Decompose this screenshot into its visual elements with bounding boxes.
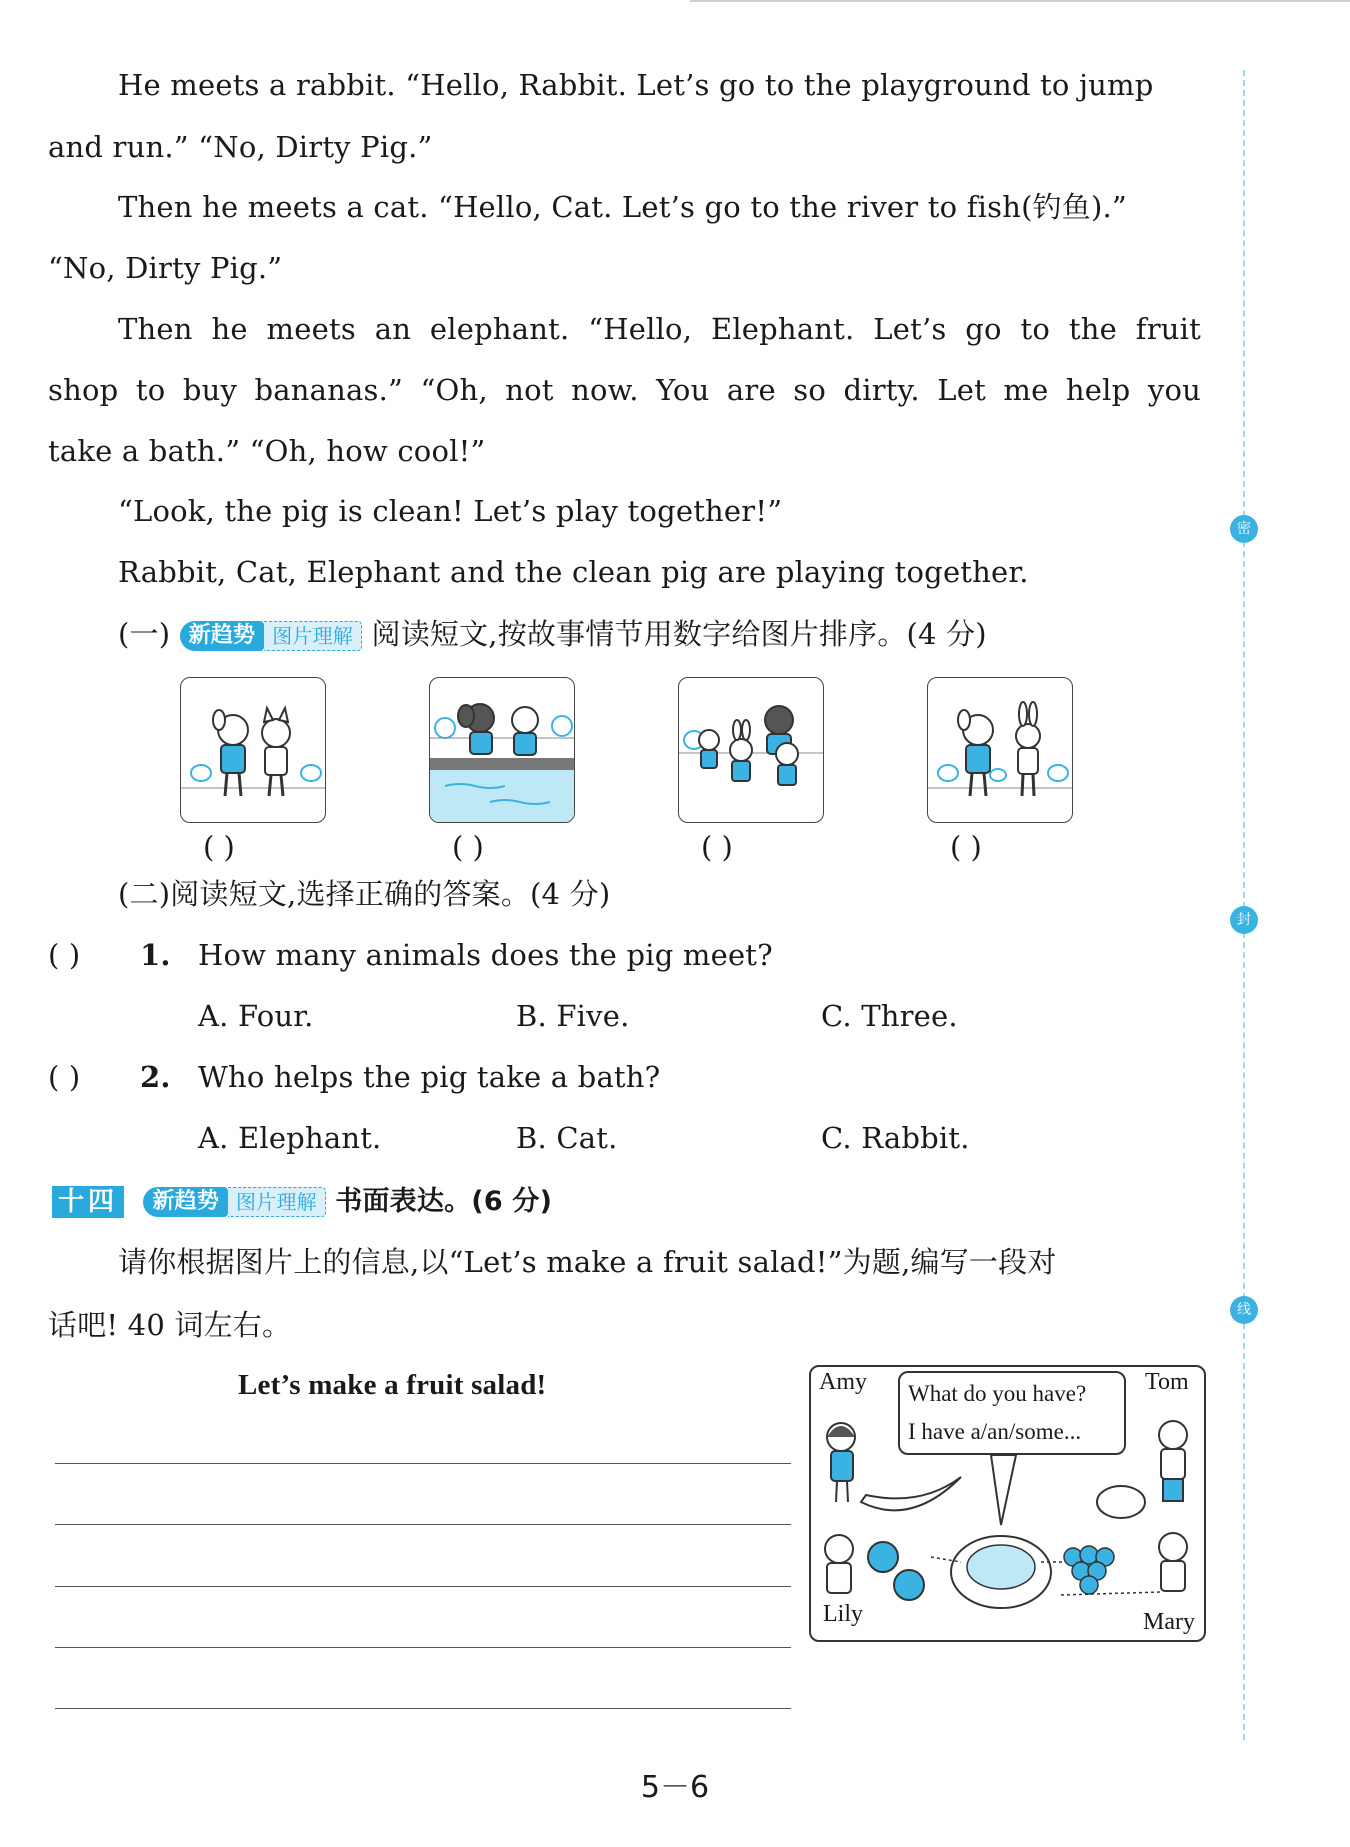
question-1-text: How many animals does the pig meet? bbox=[198, 938, 773, 972]
story-line-6: shop to buy bananas.” “Oh, not now. You are so dirty. Let me help you bbox=[48, 373, 1201, 407]
question-2-number: 2. bbox=[140, 1060, 171, 1094]
speech-bubble bbox=[898, 1371, 1126, 1455]
part1-number: (一) bbox=[118, 617, 171, 651]
page-number: 5－6 bbox=[640, 1770, 710, 1805]
writing-title: Let’s make a fruit salad! bbox=[238, 1369, 547, 1401]
new-trend-tag: 新趋势 bbox=[180, 621, 265, 651]
question-2-option-c[interactable]: C. Rabbit. bbox=[821, 1121, 970, 1155]
writing-line-1[interactable] bbox=[55, 1463, 791, 1464]
answer-blank-4[interactable]: ( ) bbox=[950, 830, 982, 864]
writing-prompt-line-2: 话吧! 40 词左右。 bbox=[48, 1308, 292, 1342]
question-1-blank[interactable]: ( ) bbox=[48, 938, 81, 972]
question-1-option-a[interactable]: A. Four. bbox=[198, 999, 314, 1033]
part2-heading: (二)阅读短文,选择正确的答案。(4 分) bbox=[118, 877, 611, 911]
answer-blank-1[interactable]: ( ) bbox=[203, 830, 235, 864]
binding-mark-2: 封 bbox=[1230, 906, 1258, 934]
top-edge-line bbox=[690, 0, 1350, 2]
answer-blank-3[interactable]: ( ) bbox=[701, 830, 733, 864]
story-line-5: Then he meets an elephant. “Hello, Elephant. Let’s go to the fruit bbox=[118, 312, 1201, 346]
question-2-option-a[interactable]: A. Elephant. bbox=[198, 1121, 382, 1155]
story-picture-playing-together bbox=[678, 677, 824, 823]
picture-comprehension-tag: 图片理解 bbox=[228, 1187, 326, 1217]
part1-instruction: 阅读短文,按故事情节用数字给图片排序。(4 分) bbox=[371, 617, 987, 651]
question-2-option-b[interactable]: B. Cat. bbox=[516, 1121, 618, 1155]
writing-line-5[interactable] bbox=[55, 1708, 791, 1709]
binding-line bbox=[1243, 70, 1245, 1740]
story-line-7: take a bath.” “Oh, how cool!” bbox=[48, 434, 486, 468]
story-line-2: and run.” “No, Dirty Pig.” bbox=[48, 130, 433, 164]
label-tom: Tom bbox=[1145, 1369, 1189, 1395]
question-1-option-c[interactable]: C. Three. bbox=[821, 999, 958, 1033]
binding-mark-3: 线 bbox=[1230, 1296, 1258, 1324]
writing-prompt-line-1: 请你根据图片上的信息,以“Let’s make a fruit salad!”为题,编写一段对 bbox=[118, 1245, 1057, 1279]
question-2-blank[interactable]: ( ) bbox=[48, 1060, 81, 1094]
section-14-title: 书面表达。(6 分) bbox=[335, 1186, 553, 1217]
label-amy: Amy bbox=[819, 1369, 867, 1395]
answer-blank-2[interactable]: ( ) bbox=[452, 830, 484, 864]
writing-line-2[interactable] bbox=[55, 1524, 791, 1525]
binding-mark-1: 密 bbox=[1230, 515, 1258, 543]
part1-heading bbox=[118, 617, 987, 651]
writing-line-3[interactable] bbox=[55, 1586, 791, 1587]
story-line-8: “Look, the pig is clean! Let’s play together!” bbox=[118, 494, 783, 528]
label-lily: Lily bbox=[823, 1601, 863, 1627]
question-1-option-b[interactable]: B. Five. bbox=[516, 999, 630, 1033]
bubble-question: What do you have? bbox=[908, 1381, 1087, 1406]
section-14-heading bbox=[52, 1183, 552, 1219]
new-trend-tag: 新趋势 bbox=[143, 1187, 228, 1217]
story-picture-pig-cat bbox=[180, 677, 326, 823]
label-mary: Mary bbox=[1143, 1609, 1195, 1635]
story-picture-pig-rabbit bbox=[927, 677, 1073, 823]
section-number: 十四 bbox=[52, 1186, 124, 1218]
question-1-number: 1. bbox=[140, 938, 171, 972]
story-line-9: Rabbit, Cat, Elephant and the clean pig are playing together. bbox=[118, 555, 1029, 589]
story-line-4: “No, Dirty Pig.” bbox=[48, 251, 283, 285]
story-picture-river bbox=[429, 677, 575, 823]
question-2-text: Who helps the pig take a bath? bbox=[198, 1060, 661, 1094]
bubble-answer: I have a/an/some... bbox=[908, 1419, 1082, 1444]
fruit-salad-picture bbox=[809, 1365, 1206, 1642]
story-line-1: He meets a rabbit. “Hello, Rabbit. Let’s go to the playground to jump bbox=[118, 68, 1154, 102]
picture-comprehension-tag: 图片理解 bbox=[264, 621, 362, 651]
writing-line-4[interactable] bbox=[55, 1647, 791, 1648]
story-line-3: Then he meets a cat. “Hello, Cat. Let’s go to the river to fish(钓鱼).” bbox=[118, 190, 1127, 224]
